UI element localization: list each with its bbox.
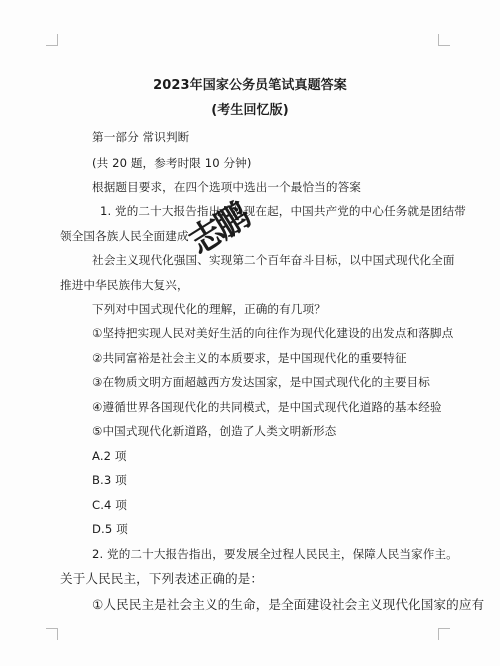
q1-option-c: C.4 项 <box>92 498 127 512</box>
document-subtitle: (考生回忆版) <box>211 103 289 118</box>
q1-stem-line-1: 1. 党的二十大报告指出，从现在起，中国共产党的中心任务就是团结带 <box>100 204 466 218</box>
crop-mark-bottom-left <box>46 628 58 640</box>
crop-mark-top-right <box>438 34 450 46</box>
crop-mark-top-left <box>46 34 58 46</box>
q2-statement-1: ①人民民主是社会主义的生命，是全面建设社会主义现代化国家的应有 <box>92 597 485 612</box>
q2-stem-line-2: 关于人民民主，下列表述正确的是： <box>60 571 264 586</box>
q1-stem-line-4: 推进中华民族伟大复兴， <box>60 278 189 292</box>
q1-option-b: B.3 项 <box>92 473 127 487</box>
q1-stem-line-2: 领全国各族人民全面建成 <box>60 229 189 243</box>
q2-stem-line-1: 2. 党的二十大报告指出，要发展全过程人民民主，保障人民当家作主。 <box>92 547 458 561</box>
instruction-text: 根据题目要求，在四个选项中选出一个最恰当的答案 <box>92 180 361 194</box>
q1-stem-line-3: 社会主义现代化强国、实现第二个百年奋斗目标，以中国式现代化全面 <box>92 253 455 267</box>
q1-statement: ④遵循世界各国现代化的共同模式，是中国式现代化道路的基本经验 <box>92 400 442 414</box>
q1-statement: ①坚持把实现人民对美好生活的向往作为现代化建设的出发点和落脚点 <box>92 326 454 340</box>
crop-mark-bottom-right <box>438 628 450 640</box>
q1-statement: ⑤中国式现代化新道路，创造了人类文明新形态 <box>92 424 337 438</box>
q1-statement: ②共同富裕是社会主义的本质要求，是中国现代化的重要特征 <box>92 351 407 365</box>
section-meta: (共 20 题，参考时限 10 分钟) <box>92 156 252 170</box>
q1-option-d: D.5 项 <box>92 522 128 536</box>
q1-prompt: 下列对中国式现代化的理解，正确的有几项？ <box>92 302 326 316</box>
document-title: 2023年国家公务员笔试真题答案 <box>153 78 347 93</box>
handwritten-watermark: 志鹏 <box>182 196 255 263</box>
section-heading: 第一部分 常识判断 <box>92 130 190 144</box>
q1-statement: ③在物质文明方面超越西方发达国家，是中国式现代化的主要目标 <box>92 375 430 389</box>
q1-option-a: A.2 项 <box>92 449 127 463</box>
